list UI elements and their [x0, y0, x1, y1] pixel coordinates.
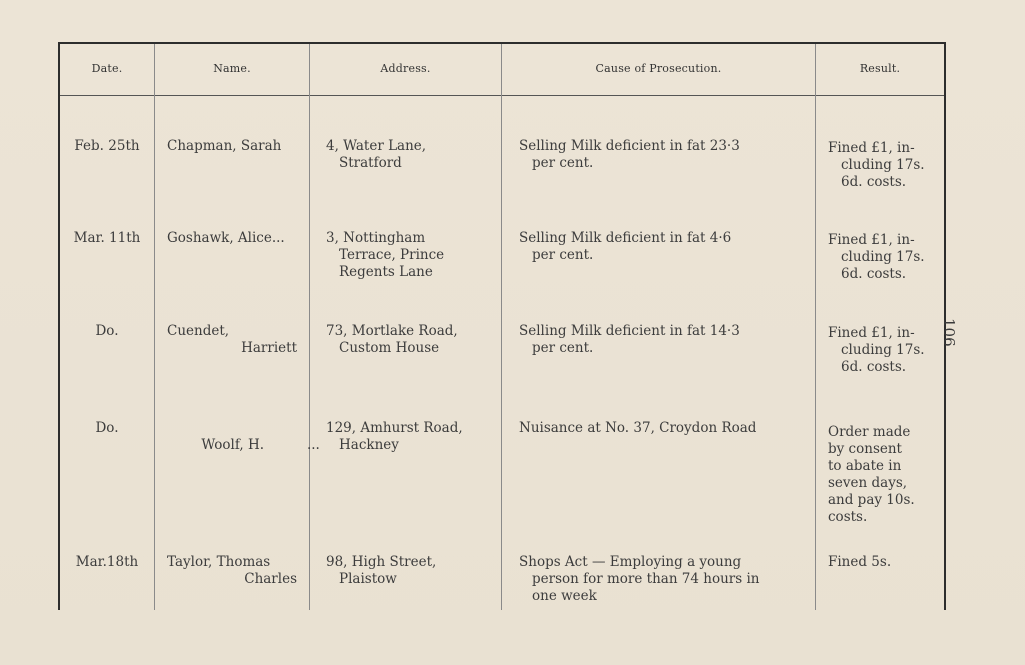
cell-cause: [519, 554, 804, 605]
cell-result: [828, 232, 940, 283]
cell-date: Mar. 11th: [73, 230, 141, 246]
cell-name: [167, 420, 320, 471]
table-header-rule: [58, 95, 946, 96]
cause-line: Shops Act — Employing a young: [519, 554, 742, 570]
result-line: cluding 17s.: [841, 249, 925, 265]
address-line: Plaistow: [339, 571, 397, 587]
cause-line: per cent.: [532, 247, 594, 263]
result-line: by consent: [828, 441, 902, 457]
address-line: Terrace, Prince: [339, 247, 445, 263]
cell-cause: [519, 323, 799, 357]
result-line: Fined 5s.: [828, 554, 892, 570]
cell-address: [326, 138, 496, 172]
result-line: cluding 17s.: [841, 342, 925, 358]
address-line: Hackney: [339, 437, 399, 453]
name-line: Goshawk, Alice...: [167, 230, 285, 246]
cause-line: one week: [532, 588, 597, 604]
cause-line: per cent.: [532, 155, 594, 171]
cell-result: [828, 554, 940, 571]
cause-line: Nuisance at No. 37, Croydon Road: [519, 420, 757, 436]
name-line: Taylor, Thomas: [167, 554, 271, 570]
result-line: seven days,: [828, 475, 908, 491]
header-result: Result.: [859, 62, 901, 75]
cell-address: [326, 230, 496, 281]
name-line: Woolf, H. ...: [201, 437, 320, 453]
name-line: Harriett: [241, 340, 297, 356]
cell-address: [326, 554, 496, 588]
address-line: 4, Water Lane,: [326, 138, 427, 154]
cause-line: Selling Milk deficient in fat 4·6: [519, 230, 732, 246]
result-line: and pay 10s.: [828, 492, 915, 508]
result-line: Fined £1, in-: [828, 140, 915, 156]
cell-cause: [519, 420, 809, 437]
cell-cause: [519, 138, 799, 172]
header-date: Date.: [91, 62, 123, 75]
address-line: Regents Lane: [339, 264, 433, 280]
cell-name: [167, 323, 297, 357]
cell-result: [828, 424, 936, 526]
result-line: 6d. costs.: [841, 359, 907, 375]
address-line: 98, High Street,: [326, 554, 437, 570]
cell-date: Mar.18th: [75, 554, 139, 570]
cell-date: Do.: [95, 323, 119, 339]
cell-result: [828, 325, 940, 376]
cell-date: Feb. 25th: [74, 138, 140, 154]
result-line: 6d. costs.: [841, 266, 907, 282]
cause-line: person for more than 74 hours in: [532, 571, 760, 587]
result-line: Order made: [828, 424, 911, 440]
column-divider: [815, 44, 816, 610]
header-name: Name.: [213, 62, 251, 75]
address-line: Stratford: [339, 155, 402, 171]
result-line: 6d. costs.: [841, 174, 907, 190]
cell-date: Do.: [95, 420, 119, 436]
header-cause: Cause of Prosecution.: [595, 62, 722, 75]
result-line: Fined £1, in-: [828, 325, 915, 341]
page-number: 106: [940, 318, 958, 347]
column-divider: [309, 44, 310, 610]
address-line: 129, Amhurst Road,: [326, 420, 463, 436]
column-divider: [154, 44, 155, 610]
address-line: 73, Mortlake Road,: [326, 323, 458, 339]
cause-line: Selling Milk deficient in fat 23·3: [519, 138, 740, 154]
prosecutions-table: [58, 42, 946, 610]
result-line: to abate in: [828, 458, 902, 474]
address-line: Custom House: [339, 340, 440, 356]
name-line: Cuendet,: [167, 323, 230, 339]
result-line: costs.: [828, 509, 868, 525]
name-line: Charles: [244, 571, 297, 587]
cell-name: [167, 230, 307, 247]
address-line: 3, Nottingham: [326, 230, 426, 246]
name-line: Chapman, Sarah: [167, 138, 282, 154]
cause-line: per cent.: [532, 340, 594, 356]
cell-cause: [519, 230, 799, 264]
cell-address: [326, 323, 496, 357]
cell-result: [828, 140, 940, 191]
column-divider: [501, 44, 502, 610]
cell-name: [167, 138, 307, 155]
cell-address: [326, 420, 496, 454]
header-address: Address.: [380, 62, 431, 75]
cell-name: [167, 554, 297, 588]
cause-line: Selling Milk deficient in fat 14·3: [519, 323, 740, 339]
result-line: Fined £1, in-: [828, 232, 915, 248]
result-line: cluding 17s.: [841, 157, 925, 173]
